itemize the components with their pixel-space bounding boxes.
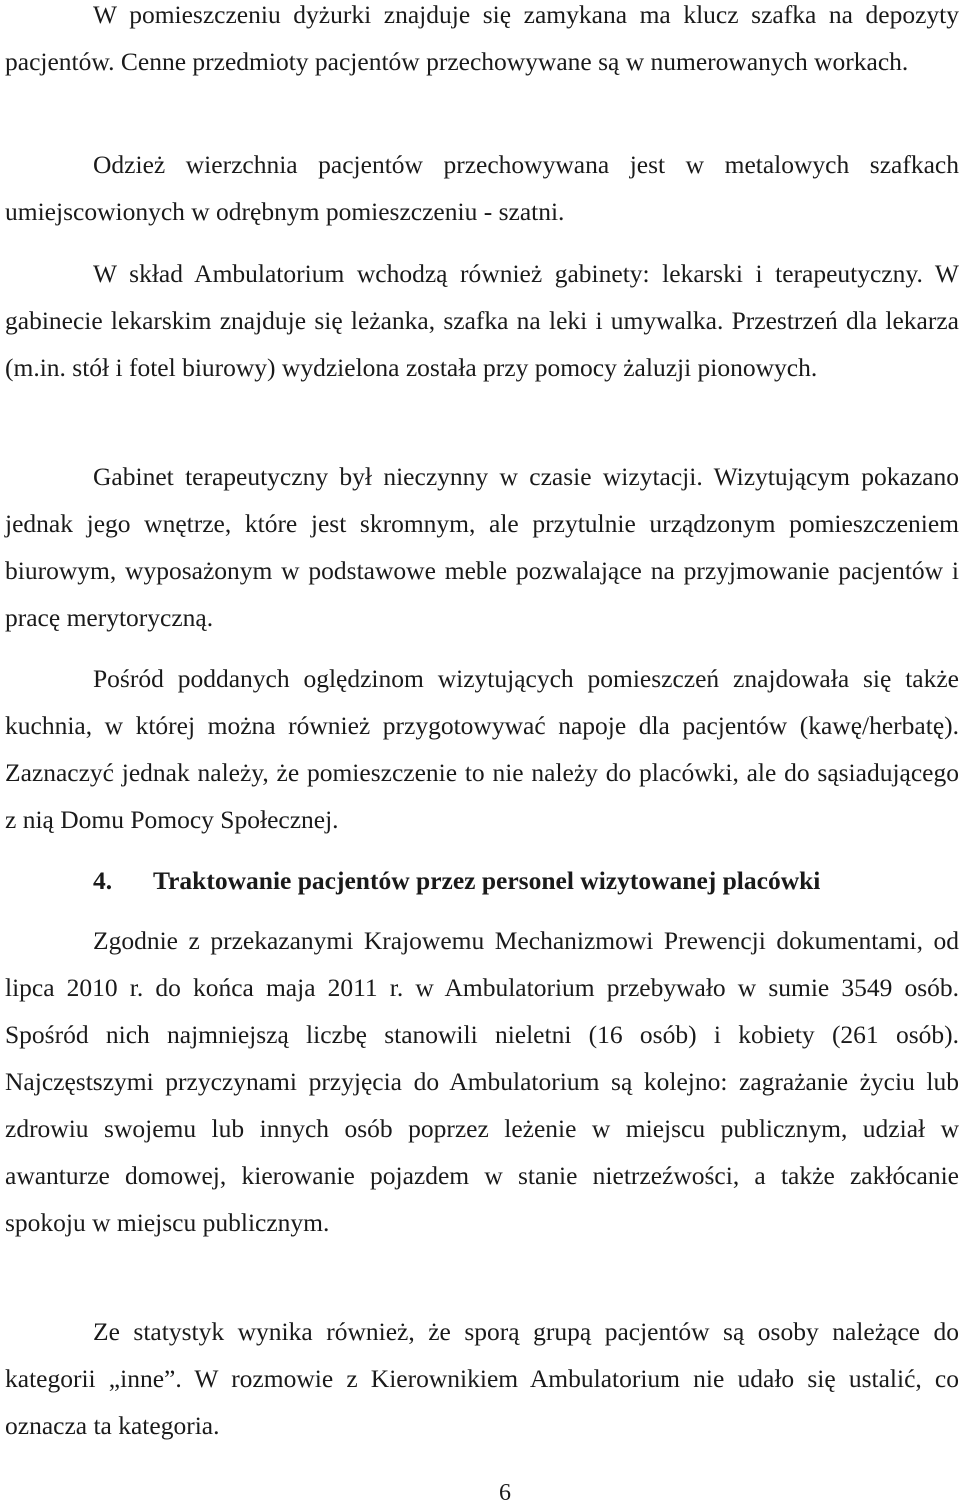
paragraph-offices: W skład Ambulatorium wchodzą również gabinety: lekarski i terapeutyczny. W gabinecie lekarskim znajduje się leżanka, szafka na leki i umywalka. Przestrzeń dla lekarza (m.in. stół i fotel biurowy) wydzielona została przy pomocy żaluzji pionowych. — [5, 259, 959, 382]
section-title: Traktowanie pacjentów przez personel wizytowanej placówki — [153, 866, 821, 895]
paragraph-deposits: W pomieszczeniu dyżurki znajduje się zamykana ma klucz szafka na depozyty pacjentów. Cenne przedmioty pacjentów przechowywane są w numerowanych workach. — [5, 0, 959, 76]
paragraph-kitchen: Pośród poddanych oględzinom wizytujących pomieszczeń znajdowała się także kuchnia, w której można również przygotowywać napoje dla pacjentów (kawę/herbatę). Zaznaczyć jednak należy, że pomieszczenie to nie należy do placówki, ale do sąsiadującego z nią Domu Pomocy Społecznej. — [5, 664, 959, 834]
paragraph-outerwear: Odzież wierzchnia pacjentów przechowywana jest w metalowych szafkach umiejscowionych w odrębnym pomieszczeniu - szatni. — [5, 150, 959, 226]
section-number: 4. — [93, 866, 113, 895]
paragraph-therapy-room: Gabinet terapeutyczny był nieczynny w czasie wizytacji. Wizytującym pokazano jednak jego wnętrze, które jest skromnym, ale przytulnie urządzonym pomieszczeniem biurowym, wyposażonym w podstawowe meble pozwalające na przyjmowanie pacjentów i pracę merytoryczną. — [5, 462, 959, 632]
paragraph-statistics: Zgodnie z przekazanymi Krajowemu Mechanizmowi Prewencji dokumentami, od lipca 2010 r. do końca maja 2011 r. w Ambulatorium przebywało w sumie 3549 osób. Spośród nich najmniejszą liczbę stanowili nieletni (16 osób) i kobiety (261 osób). Najczęstszymi przyczynami przyjęcia do Ambulatorium są kolejno: zagrażanie życiu lub zdrowiu swojemu lub innych osób poprzez leżenie w miejscu publicznym, udział w awanturze domowej, kierowanie pojazdem w stanie nietrzeźwości, a także zakłócanie spokoju w miejscu publicznym. — [5, 926, 959, 1237]
section-heading — [5, 857, 959, 904]
paragraph-other-category: Ze statystyk wynika również, że sporą grupą pacjentów są osoby należące do kategorii „inne”. W rozmowie z Kierownikiem Ambulatorium nie udało się ustalić, co oznacza ta kategoria. — [5, 1317, 959, 1440]
page-number: 6 — [499, 1480, 511, 1506]
